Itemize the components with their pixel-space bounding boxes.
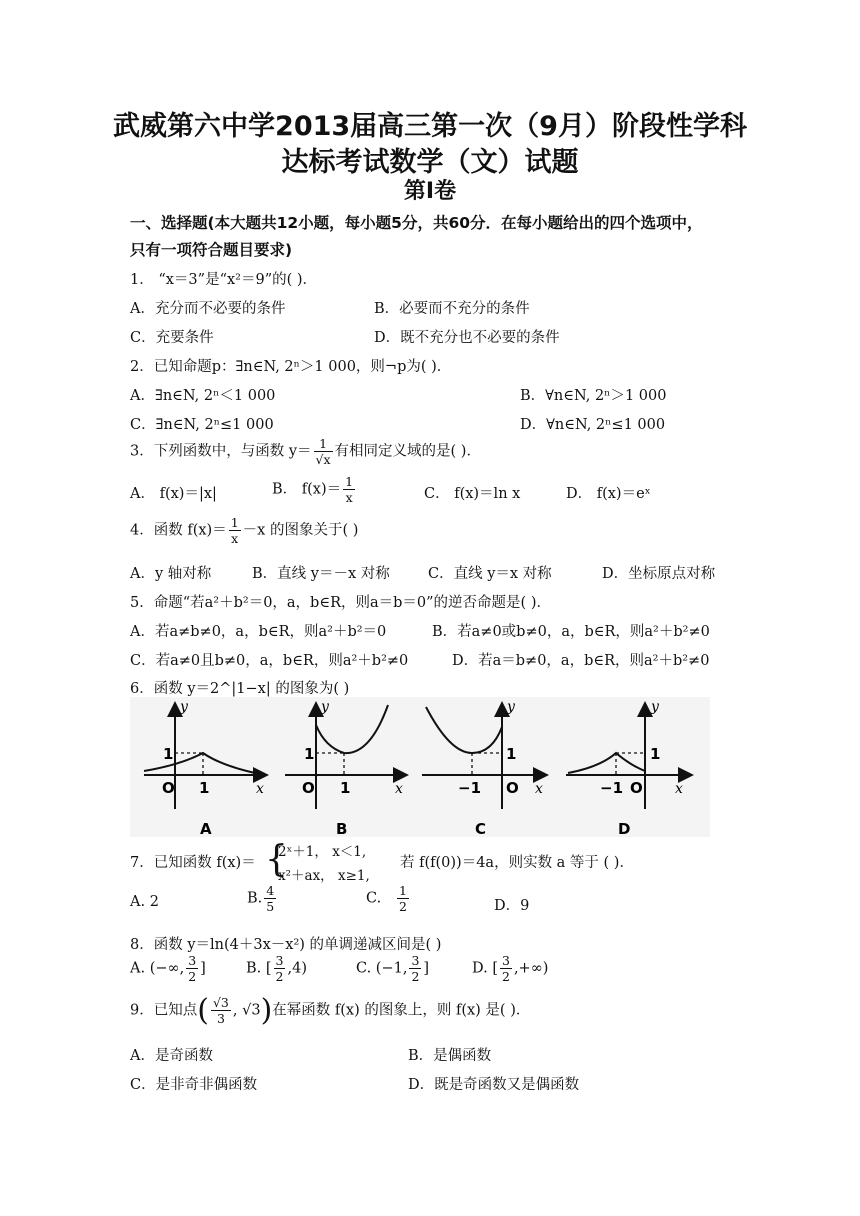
q4-fraction — [229, 515, 241, 546]
graph-a-one-y: 1 — [163, 745, 174, 763]
q8-option-d-den: 2 — [501, 969, 510, 984]
q8-option-c-post: ] — [423, 960, 430, 977]
q8-option-b-num: 3 — [275, 953, 284, 968]
q9-option-d: D．既是奇函数又是偶函数 — [408, 1077, 580, 1093]
q9-point-x — [211, 995, 231, 1026]
q8-stem: 8．函数 y＝ln(4＋3x－x²) 的单调递减区间是( ) — [130, 937, 442, 953]
q7-case-1: 2ˣ＋1， x＜1, — [278, 844, 367, 860]
q3-frac-num: 1 — [314, 436, 333, 452]
q4-option-d: D．坐标原点对称 — [602, 566, 716, 582]
q3-stem-pre: 3．下列函数中，与函数 y＝ — [130, 443, 312, 460]
graph-d-y-label: y — [651, 699, 659, 715]
q3-option-b-num: 1 — [345, 474, 354, 489]
q7-option-b-num: 4 — [266, 883, 275, 898]
graph-a-y-label: y — [180, 699, 188, 715]
q3-frac-den: √x — [315, 452, 331, 467]
q2-option-b: B．∀n∈N, 2ⁿ＞1 000 — [520, 388, 667, 404]
q8-option-a — [130, 953, 206, 984]
graph-d-origin: O — [630, 779, 643, 797]
q8-option-b-frac — [274, 953, 286, 984]
q8-option-b — [246, 953, 307, 984]
q8-option-c-frac — [409, 953, 421, 984]
graph-b-x-label: x — [395, 781, 403, 797]
q7-stem-pre: 7．已知函数 f(x)＝ — [130, 855, 256, 871]
q1-option-c: C．充要条件 — [130, 330, 214, 346]
graph-a-origin: O — [162, 779, 175, 797]
q8-option-b-post: ,4) — [287, 960, 307, 977]
q1-stem: 1． “x＝3”是“x²＝9”的( )． — [130, 272, 318, 288]
q7-option-a: A. 2 — [130, 894, 159, 910]
q8-option-d-post: ,+∞) — [513, 960, 549, 977]
q4-option-c: C．直线 y＝x 对称 — [428, 566, 552, 582]
q6-graph-options — [130, 697, 710, 837]
q7-option-d: D．9 — [494, 898, 530, 914]
q8-option-a-pre: A. (−∞, — [130, 960, 185, 977]
graph-b-one-y: 1 — [304, 745, 315, 763]
q3-option-b-pre: B． f(x)＝ — [272, 481, 342, 498]
q9-stem-post: 在幂函数 f(x) 的图象上，则 f(x) 是( )． — [272, 1002, 531, 1019]
q5-option-b: B．若a≠0或b≠0，a，b∈R，则a²＋b²≠0 — [432, 624, 710, 640]
q9-stem-pre: 9．已知点 — [130, 1002, 198, 1019]
q7-stem — [130, 851, 256, 872]
graph-c — [422, 699, 545, 837]
q5-stem: 5．命题“若a²＋b²＝0，a，b∈R，则a＝b＝0”的逆否命题是( )． — [130, 595, 551, 611]
graph-c-neg-one-x: −1 — [458, 779, 482, 797]
graph-a-x-label: x — [256, 781, 264, 797]
graph-a — [144, 699, 265, 837]
q9-close-paren: ) — [260, 993, 273, 1028]
exam-title-line2: 达标考试数学（文）试题 — [281, 147, 579, 178]
graph-d-label: D — [618, 820, 631, 837]
q9-option-b: B．是偶函数 — [408, 1048, 492, 1064]
q7-stem-post: 若 f(f(0))＝4a，则实数 a 等于 ( )． — [400, 855, 634, 871]
q7-option-b-pre: B. — [247, 890, 263, 907]
q3-option-c: C． f(x)＝ln x — [424, 486, 521, 502]
q8-option-b-den: 2 — [275, 969, 284, 984]
q9-option-c: C．是非奇非偶函数 — [130, 1077, 258, 1093]
q2-option-d: D．∀n∈N, 2ⁿ≤1 000 — [520, 417, 666, 433]
graph-a-label: A — [200, 820, 212, 837]
graph-b — [285, 699, 405, 837]
q8-option-c — [356, 953, 429, 984]
q7-option-c-pre: C. — [366, 890, 382, 907]
q4-frac-den: x — [231, 531, 239, 546]
q8-option-a-frac — [186, 953, 198, 984]
q8-option-d-num: 3 — [501, 953, 510, 968]
q3-fraction — [314, 436, 333, 467]
q4-frac-num: 1 — [230, 515, 239, 530]
exam-title-line1: 武威第六中学2013届高三第一次（9月）阶段性学科 — [113, 111, 747, 142]
q7-option-b-frac — [264, 883, 276, 914]
graph-c-label: C — [475, 820, 487, 837]
q9-point-x-num: √3 — [212, 995, 229, 1010]
q8-option-c-pre: C. (−1, — [356, 960, 408, 977]
graph-b-label: B — [336, 820, 348, 837]
graph-a-one-x: 1 — [199, 779, 210, 797]
q5-option-c: C．若a≠0且b≠0，a，b∈R，则a²＋b²≠0 — [130, 653, 409, 669]
graph-c-one-y: 1 — [506, 745, 517, 763]
q6-stem: 6．函数 y＝2^|1−x| 的图象为( ) — [130, 681, 350, 697]
q8-option-a-post: ] — [200, 960, 206, 977]
volume-label: 第Ⅰ卷 — [403, 179, 457, 204]
graph-b-one-x: 1 — [340, 779, 351, 797]
q3-stem — [130, 436, 481, 467]
q3-option-b — [272, 474, 357, 505]
q4-stem-pre: 4．函数 f(x)＝ — [130, 522, 227, 539]
q8-option-d — [472, 953, 548, 984]
q9-open-paren: ( — [197, 993, 209, 1028]
q8-option-a-num: 3 — [188, 953, 197, 968]
graph-d-x-label: x — [675, 781, 683, 797]
q4-stem-post: －x 的图象关于( ) — [242, 522, 359, 539]
q4-stem — [130, 515, 358, 546]
q1-option-d: D．既不充分也不必要的条件 — [374, 330, 560, 346]
q7-option-c — [366, 883, 411, 914]
graph-d — [566, 699, 690, 837]
q3-option-b-den: x — [345, 490, 353, 505]
graph-c-x-label: x — [535, 781, 543, 797]
q8-option-d-frac — [500, 953, 512, 984]
q5-option-a: A．若a≠b≠0，a，b∈R，则a²＋b²＝0 — [130, 624, 387, 640]
q8-option-b-pre: B. [ — [246, 960, 272, 977]
graph-b-y-label: y — [321, 699, 329, 715]
q3-option-d: D． f(x)＝eˣ — [566, 486, 651, 502]
graph-c-origin: O — [506, 779, 519, 797]
graph-d-one-y: 1 — [650, 745, 661, 763]
q4-option-a: A．y 轴对称 — [130, 566, 212, 582]
q9-stem: 9．已知点( $\frac{√3}{3}$ , √3)在幂函数 f(x) 的图象上，则 f(x) 是( )． — [130, 993, 531, 1028]
q6-graphs-svg — [130, 697, 710, 837]
q7-option-b-den: 5 — [266, 899, 275, 914]
q2-option-c: C．∃n∈N, 2ⁿ≤1 000 — [130, 417, 274, 433]
q8-option-d-pre: D. [ — [472, 960, 498, 977]
q3-stem-post: 有相同定义域的是( )． — [334, 443, 481, 460]
graph-c-y-label: y — [507, 699, 515, 715]
q5-option-d: D．若a＝b≠0，a，b∈R，则a²＋b²≠0 — [452, 653, 710, 669]
q2-stem: 2．已知命题p：∃n∈N, 2ⁿ＞1 000，则¬p为( )． — [130, 359, 452, 375]
q9-point-y: √3 — [242, 1002, 261, 1019]
q2-option-a: A．∃n∈N, 2ⁿ＜1 000 — [130, 388, 276, 404]
q8-option-a-den: 2 — [188, 969, 197, 984]
q7-option-c-den: 2 — [399, 899, 407, 914]
q1-option-b: B．必要而不充分的条件 — [374, 301, 530, 317]
q7-case-2: x²＋ax， x≥1, — [278, 868, 370, 884]
section-heading: 一、选择题(本大题共12小题，每小题5分，共60分．在每小题给出的四个选项中， — [130, 214, 703, 232]
q4-option-b: B．直线 y＝－x 对称 — [252, 566, 390, 582]
q7-option-c-frac — [397, 883, 409, 914]
q9-option-a: A．是奇函数 — [130, 1048, 213, 1064]
graph-b-origin: O — [302, 779, 315, 797]
q7-option-c-num: 1 — [399, 883, 407, 898]
q3-option-b-frac — [343, 474, 355, 505]
q7-option-b — [247, 883, 278, 914]
section-heading-cont: 只有一项符合题目要求) — [130, 241, 293, 259]
q8-option-c-num: 3 — [411, 953, 420, 968]
q9-point-x-den: 3 — [216, 1011, 225, 1026]
graph-d-neg-one-x: −1 — [600, 779, 624, 797]
q8-option-c-den: 2 — [411, 969, 420, 984]
q3-option-a: A． f(x)＝|x| — [130, 486, 217, 502]
q7-brace: { — [265, 839, 288, 880]
q1-option-a: A．充分而不必要的条件 — [130, 301, 286, 317]
